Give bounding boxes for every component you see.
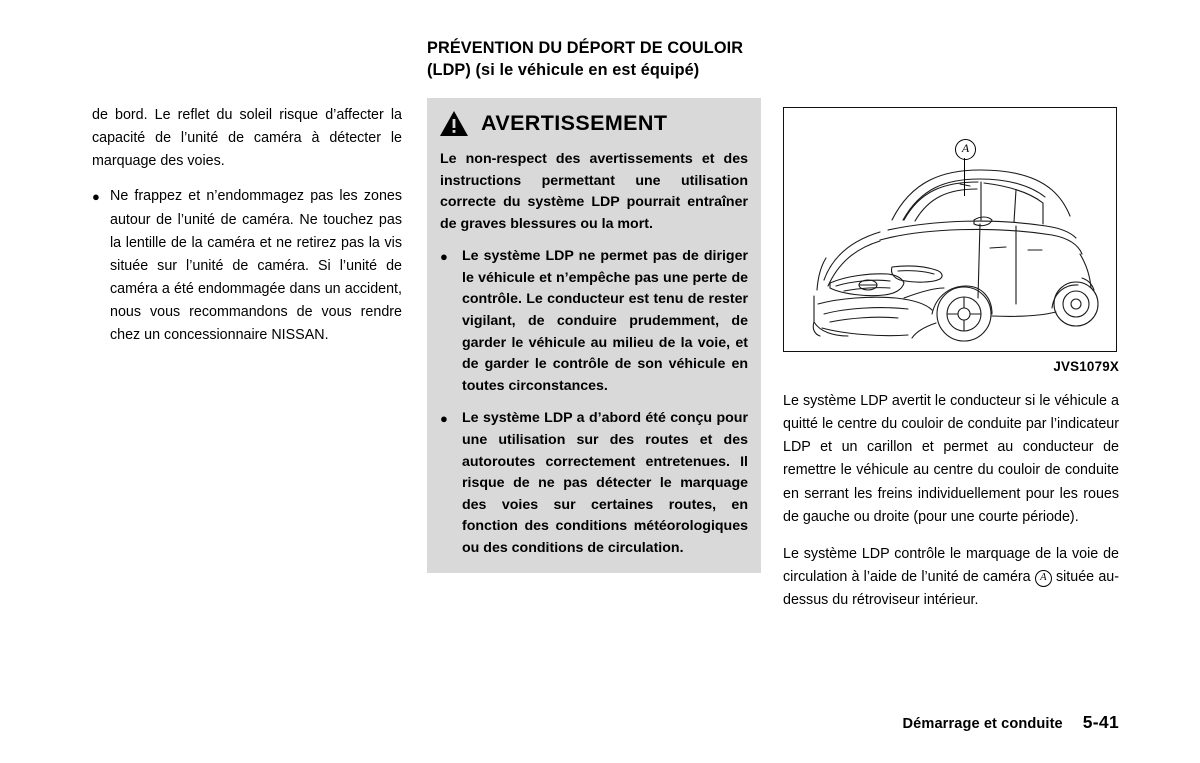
intro-paragraph: de bord. Le reflet du soleil risque d’affecter la capacité de l’unité de caméra à détecter le marquage des voies. <box>92 107 402 170</box>
warning-bullet-list <box>440 246 748 559</box>
warning-body <box>427 149 761 573</box>
vehicle-illustration <box>783 107 1117 352</box>
bullet-icon: ● <box>92 189 100 205</box>
page-title: PRÉVENTION DU DÉPORT DE COULOIR (LDP) (si le véhicule en est équipé) <box>427 39 744 79</box>
page-footer <box>903 712 1119 733</box>
list-item <box>92 185 402 347</box>
warning-triangle-icon <box>439 110 469 137</box>
paragraph-2-part-2: située au-dessus du rétroviseur intérieur. <box>783 569 1119 609</box>
paragraph-1: Le système LDP avertit le conducteur si le véhicule a quitté le centre du couloir de conduite par l’indicateur LDP et un carillon et permet au conducteur de remettre le véhicule au centre du couloir de conduite en serrant les freins individuellement pour les roues de gauche ou droite (pour une courte période). <box>783 393 1119 525</box>
bullet-icon: ● <box>440 249 448 265</box>
column-center <box>427 38 761 573</box>
list-item <box>440 408 748 559</box>
callout-label-a: A <box>955 139 976 160</box>
inline-callout-a: A <box>1035 570 1052 587</box>
right-body-text <box>783 390 1119 612</box>
warning-lead-text: Le non-respect des avertissements et des instructions permettant une utilisation correcte du système LDP pourrait entraîner de graves blessures ou la mort. <box>440 151 748 232</box>
bullet-icon: ● <box>440 411 448 427</box>
list-item-text: Le système LDP ne permet pas de diriger le véhicule et n’empêche pas une perte de contrôle. Le conducteur est tenu de rester vigilant, de conduire prudemment, de garder le véhicule au milieu de la voie, et de garder le contrôle de son véhicule en toutes circonstances. <box>462 248 748 394</box>
footer-page-number: 5-41 <box>1082 712 1119 732</box>
warning-box <box>427 98 761 573</box>
column-right <box>783 107 1119 612</box>
paragraph-2 <box>783 543 1119 612</box>
vehicle-drawing-icon <box>784 108 1116 351</box>
column-left <box>92 104 402 348</box>
footer-section-title: Démarrage et conduite <box>902 716 1063 732</box>
list-item-text: Ne frappez et n’endommagez pas les zones autour de l’unité de caméra. Ne touchez pas la lentille de la caméra et ne retirez pas la vis située sur l’unité de caméra. Si l’unité de caméra a été endommagée dans un accident, nous vous recommandons de vous rendre chez un concessionnaire NISSAN. <box>110 188 402 344</box>
list-item <box>440 246 748 397</box>
warning-header <box>427 98 761 149</box>
warning-heading: AVERTISSEMENT <box>481 111 668 135</box>
list-item-text: Le système LDP a d’abord été conçu pour une utilisation sur des routes et des autoroutes correctement entretenues. Il risque de ne pas détecter le marquage des voies sur certaines routes, en fonction des conditions météorologiques ou des conditions de circulation. <box>462 410 748 556</box>
callout-leader-line <box>964 158 965 196</box>
paragraph-2-part-1: Le système LDP contrôle le marquage de la voie de circulation à l’aide de l’unité de caméra <box>783 545 1119 586</box>
figure-caption: JVS1079X <box>1053 359 1119 374</box>
